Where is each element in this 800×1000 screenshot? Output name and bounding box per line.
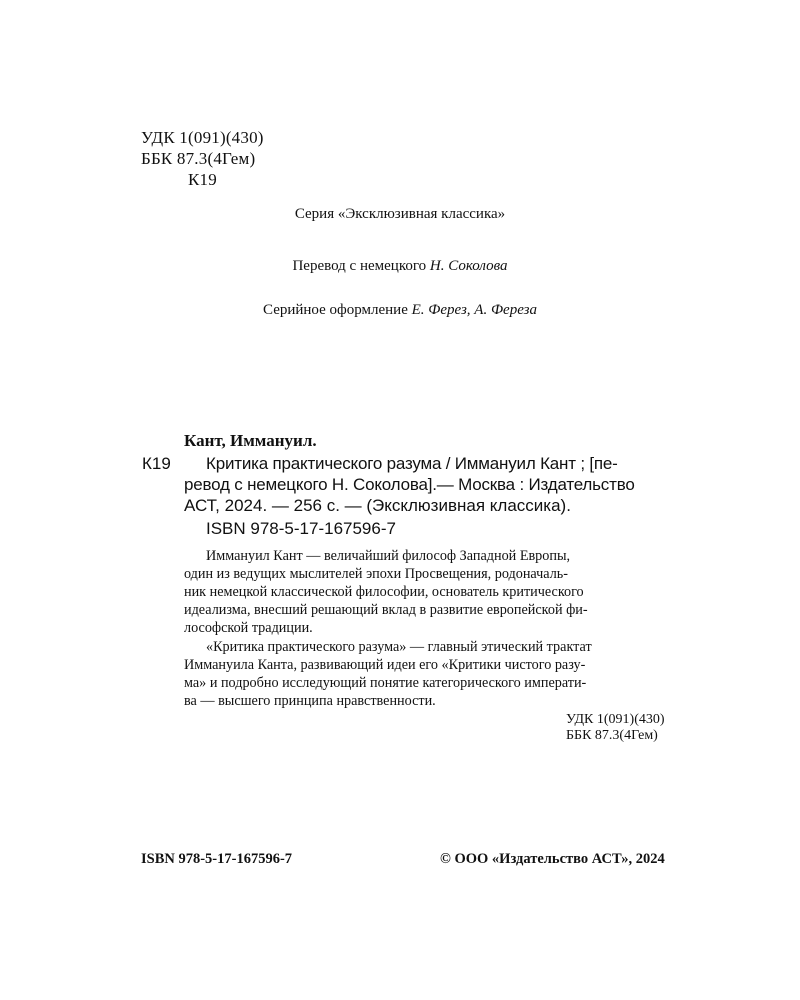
annotation-line: Иммануил Кант — величайший философ Западной Европы,	[206, 548, 571, 564]
annotation-line: «Критика практического разума» — главный этический трактат	[206, 639, 592, 655]
annotation-line: ма» и подробно исследующий понятие категорического императи-	[184, 675, 587, 691]
udk-code-bottom: УДК 1(091)(430)	[566, 712, 665, 727]
annotation-line: идеализма, внесший решающий вклад в развитие европейской фи-	[184, 602, 588, 618]
udk-code-top: УДК 1(091)(430)	[141, 128, 264, 147]
design-line	[0, 302, 800, 319]
bbk-code-bottom: ББК 87.3(4Гем)	[566, 728, 658, 743]
annotation-line: один из ведущих мыслителей эпохи Просвещения, родоначаль-	[184, 566, 568, 582]
annotation-line: лософской традиции.	[184, 620, 313, 636]
author-mark-top: К19	[188, 170, 217, 189]
translation-label: Перевод с немецкого	[292, 258, 427, 274]
annotation-paragraph-2	[184, 638, 696, 710]
series-line: Серия «Эксклюзивная классика»	[294, 206, 506, 222]
record-title-line-1: Критика практического разума / Иммануил Кант ; [пе-	[206, 454, 618, 473]
record-author: Кант, Иммануил.	[184, 431, 317, 450]
design-label: Серийное оформление	[263, 302, 408, 318]
translator-name: Н. Соколова	[429, 258, 508, 274]
annotation-line: ва — высшего принципа нравственности.	[184, 693, 436, 709]
bbk-code-top: ББК 87.3(4Гем)	[141, 149, 256, 168]
designer-names: Е. Ферез, А. Фереза	[411, 302, 537, 318]
footer-copyright: © ООО «Издательство АСТ», 2024	[440, 851, 665, 867]
translation-line	[0, 258, 800, 275]
footer-isbn: ISBN 978-5-17-167596-7	[141, 851, 293, 867]
record-title-line-2: ревод с немецкого Н. Соколова].— Москва : Издательство	[184, 475, 635, 494]
annotation-line: ник немецкой классической философии, основатель критического	[184, 584, 584, 600]
record-isbn: ISBN 978-5-17-167596-7	[206, 519, 396, 538]
annotation-line: Иммануила Канта, развивающий идеи его «Критики чистого разу-	[184, 657, 586, 673]
record-author-mark: К19	[142, 454, 171, 473]
annotation-paragraph-1	[184, 547, 696, 637]
record-title-line-3: АСТ, 2024. — 256 с. — (Эксклюзивная классика).	[184, 496, 571, 515]
